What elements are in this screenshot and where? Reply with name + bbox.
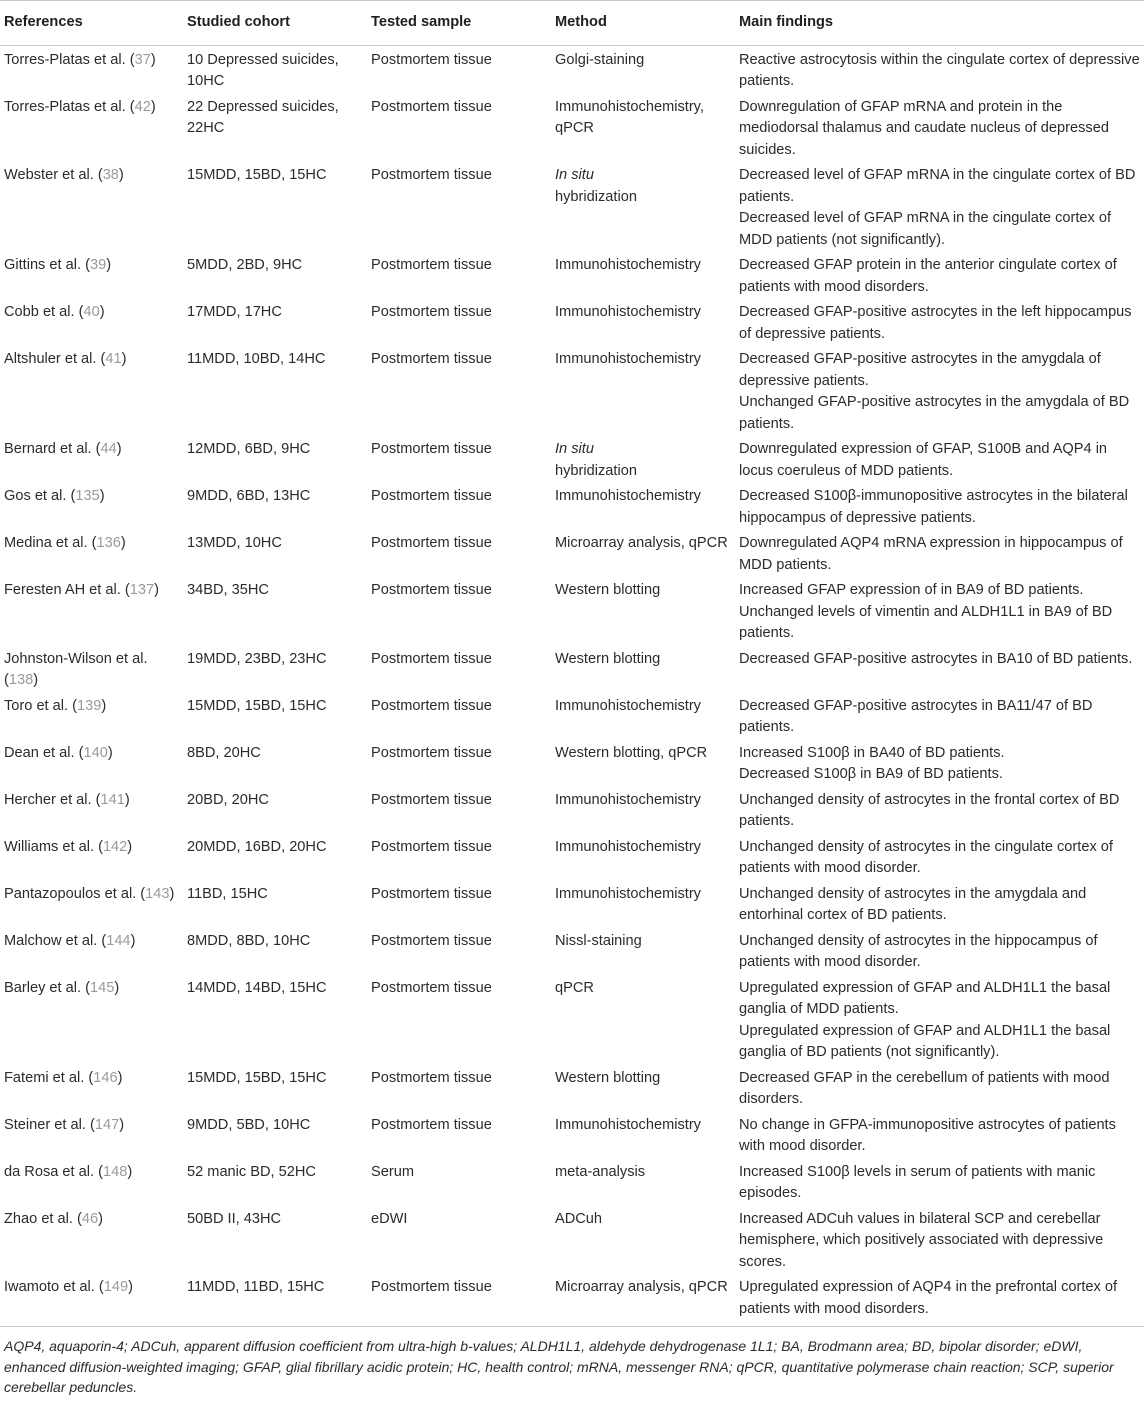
cell-tested-sample: Postmortem tissue [371,257,492,273]
cell-method: Immunohistochemistry, qPCR [555,98,704,136]
cell-main-findings [735,694,1144,741]
citation-link[interactable]: 143 [145,885,170,902]
cell-reference: Johnston-Wilson et al. (138) [4,650,148,688]
cell-studied-cohort: 9MDD, 5BD, 10HC [187,1116,311,1133]
header-studied-cohort: Studied cohort [183,1,367,46]
cell-reference: Fatemi et al. (146) [4,1069,123,1086]
cell-tested-sample: Postmortem tissue [371,351,492,367]
citation-link[interactable]: 148 [102,1163,128,1180]
cell-studied-cohort: 52 manic BD, 52HC [187,1163,316,1180]
table-row [0,1207,1144,1276]
method-italic-prefix: In situ [555,167,594,183]
cell-method: Immunohistochemistry [555,885,701,902]
finding-text: Decreased GFAP-positive astrocytes in BA11/47 of BD patients. [739,697,1093,735]
cell-tested-sample: Postmortem tissue [371,885,492,902]
cell-reference: Hercher et al. (141) [4,791,130,808]
reference-authors: Feresten AH et al. [4,582,121,598]
table-row [0,95,1144,164]
reference-authors: Zhao et al. [4,1210,73,1227]
citation-link[interactable]: 38 [102,167,119,183]
finding-text: Increased S100β in BA40 of BD patients. [739,744,1005,761]
cell-main-findings [735,882,1144,929]
table-header-row [0,1,1144,46]
cell-studied-cohort: 50BD II, 43HC [187,1210,282,1227]
table-footnote: AQP4, aquaporin-4; ADCuh, apparent diffusion coefficient from ultra-high b-values; ALDH1L1, aldehyde dehydrogenase 1L1; BA, Brodmann area; BD, bipolar disorder; eDWI, enhanced diffusion-weighted imaging; GFAP, glial fibrillary acidic protein; HC, health control; mRNA, messenger RNA; qPCR, quantitative polymerase chain reaction; SCP, superior cerebellar peduncles. [4,1338,1114,1395]
citation-link[interactable]: 42 [134,98,151,115]
cell-reference: Bernard et al. (44) [4,441,122,457]
cell-tested-sample: Postmortem tissue [371,744,492,761]
cell-tested-sample: Postmortem tissue [371,51,492,68]
table-row [0,741,1144,788]
citation-link[interactable]: 149 [103,1279,129,1295]
table-row [0,976,1144,1066]
reference-authors: Altshuler et al. [4,351,97,367]
reference-authors: Medina et al. [4,535,88,551]
cell-reference: Malchow et al. (144) [4,932,136,949]
cell-main-findings [735,1113,1144,1160]
cell-method: Microarray analysis, qPCR [551,1275,735,1327]
cell-tested-sample: Postmortem tissue [371,488,492,504]
table-row [0,300,1144,347]
cell-reference: Toro et al. (139) [4,697,107,714]
table-row [0,1275,1144,1327]
citation-link[interactable]: 39 [89,257,107,273]
cell-main-findings [735,647,1144,694]
cell-method: Nissl-staining [555,932,642,949]
reference-authors: Johnston-Wilson et al. [4,650,148,667]
cell-studied-cohort: 11MDD, 11BD, 15HC [183,1275,367,1327]
cell-main-findings [735,437,1144,484]
citation-link[interactable]: 139 [77,697,102,714]
cell-studied-cohort: 34BD, 35HC [187,582,269,598]
cell-reference: da Rosa et al. (148) [4,1163,133,1180]
cell-main-findings [735,976,1144,1066]
method-text: hybridization [555,188,637,205]
table-row [0,163,1144,253]
cell-main-findings [735,741,1144,788]
table-row [0,788,1144,835]
citation-link[interactable]: 147 [94,1116,120,1133]
header-tested-sample: Tested sample [367,1,551,46]
cell-method: meta-analysis [555,1163,646,1180]
cell-method: Immunohistochemistry [555,351,701,367]
table-row [0,647,1144,694]
cell-tested-sample: Postmortem tissue [371,650,492,667]
finding-text: Decreased S100β-immunopositive astrocytes in the bilateral hippocampus of depressive patients. [739,488,1128,526]
reference-authors: Fatemi et al. [4,1069,85,1086]
cell-studied-cohort: 15MDD, 15BD, 15HC [187,167,327,183]
citation-link[interactable]: 142 [102,838,128,855]
table-body [0,45,1144,1327]
cell-main-findings [735,788,1144,835]
finding-text: Decreased GFAP-positive astrocytes in the left hippocampus of depressive patients. [739,304,1132,342]
cell-method: Immunohistochemistry [555,838,701,855]
cell-tested-sample: Postmortem tissue [371,167,492,183]
reference-authors: Toro et al. [4,697,69,714]
cell-tested-sample: Postmortem tissue [371,98,492,115]
cell-reference: Dean et al. (140) [4,744,113,761]
cell-reference: Iwamoto et al. (149) [0,1275,183,1327]
cell-method: Immunohistochemistry [555,697,701,714]
cell-tested-sample: Postmortem tissue [371,932,492,949]
finding-text: Decreased GFAP in the cerebellum of patients with mood disorders. [739,1069,1110,1107]
reference-authors: Williams et al. [4,838,95,855]
reference-authors: Dean et al. [4,744,75,761]
finding-text: Downregulated expression of GFAP, S100B and AQP4 in locus coeruleus of MDD patients. [739,441,1108,479]
cell-main-findings [735,484,1144,531]
citation-link[interactable]: 41 [105,351,122,367]
cell-method: Western blotting, qPCR [555,744,708,761]
finding-text: Unchanged density of astrocytes in the cingulate cortex of patients with mood disorder. [739,838,1113,876]
table-row [0,437,1144,484]
cell-main-findings [735,1207,1144,1276]
table-row [0,694,1144,741]
table-row [0,578,1144,647]
reference-authors: Malchow et al. [4,932,98,949]
reference-authors: Gos et al. [4,488,67,504]
finding-text: Decreased level of GFAP mRNA in the cingulate cortex of MDD patients (not significantly). [739,210,1112,248]
cell-main-findings [735,347,1144,437]
citation-link[interactable]: 140 [83,744,108,761]
finding-text: Increased GFAP expression of in BA9 of BD patients. [739,582,1084,598]
table-row [0,253,1144,300]
cell-method: Immunohistochemistry [555,791,701,808]
cell-main-findings [735,929,1144,976]
citation-link[interactable]: 136 [96,535,121,551]
citation-link[interactable]: 40 [83,304,100,320]
cell-studied-cohort: 15MDD, 15BD, 15HC [187,1069,327,1086]
reference-authors: Barley et al. [4,979,82,996]
finding-text: Increased ADCuh values in bilateral SCP and cerebellar hemisphere, which positively associated with depressive scores. [739,1210,1104,1270]
cell-reference: Gittins et al. (39) [4,257,112,273]
cell-studied-cohort: 9MDD, 6BD, 13HC [187,488,311,504]
citation-link[interactable]: 37 [134,51,151,68]
cell-tested-sample: Postmortem tissue [371,582,492,598]
cell-main-findings [735,1066,1144,1113]
cell-main-findings [735,253,1144,300]
cell-reference: Cobb et al. (40) [4,304,105,320]
cell-tested-sample: Postmortem tissue [371,441,492,457]
finding-text: Unchanged GFAP-positive astrocytes in the amygdala of BD patients. [739,394,1130,432]
cell-method: Immunohistochemistry [555,1116,701,1133]
reference-authors: Iwamoto et al. [4,1279,95,1295]
cell-studied-cohort: 8BD, 20HC [187,744,261,761]
cell-method: Golgi-staining [555,51,645,68]
header-main-findings: Main findings [735,1,1144,46]
cell-method: Western blotting [555,1069,661,1086]
reference-authors: Webster et al. [4,167,94,183]
reference-authors: Bernard et al. [4,441,92,457]
citation-link[interactable]: 135 [75,488,100,504]
reference-authors: Hercher et al. [4,791,92,808]
table-row [0,484,1144,531]
cell-tested-sample: Postmortem tissue [371,1116,492,1133]
cell-tested-sample: Postmortem tissue [371,838,492,855]
cell-main-findings [735,45,1144,95]
finding-text: Reactive astrocytosis within the cingulate cortex of depressive patients. [739,51,1140,89]
table-row [0,1160,1144,1207]
table-row [0,1066,1144,1113]
cell-reference: Torres-Platas et al. (42) [4,98,156,115]
cell-main-findings [735,1275,1144,1327]
finding-text: Unchanged density of astrocytes in the frontal cortex of BD patients. [739,791,1120,829]
cell-method: qPCR [555,979,594,996]
finding-text: Upregulated expression of AQP4 in the prefrontal cortex of patients with mood disorders. [739,1279,1118,1317]
finding-text: Downregulation of GFAP mRNA and protein in the mediodorsal thalamus and caudate nucleus of depressed suicides. [739,98,1109,158]
cell-method: Western blotting [555,582,661,598]
table-row [0,531,1144,578]
finding-text: Unchanged density of astrocytes in the amygdala and entorhinal cortex of BD patients. [739,885,1087,923]
finding-text: Decreased GFAP-positive astrocytes in BA10 of BD patients. [739,650,1133,667]
cell-tested-sample: Postmortem tissue [367,1275,551,1327]
cell-main-findings [735,300,1144,347]
finding-text: Decreased level of GFAP mRNA in the cingulate cortex of BD patients. [739,167,1136,205]
cell-main-findings [735,531,1144,578]
cell-method: Microarray analysis, qPCR [555,535,728,551]
finding-text: Unchanged density of astrocytes in the hippocampus of patients with mood disorder. [739,932,1098,970]
cell-reference: Torres-Platas et al. (37) [4,51,156,68]
table-row [0,882,1144,929]
method-text: hybridization [555,462,637,479]
cell-main-findings [735,163,1144,253]
header-references: References [0,1,183,46]
cell-reference: Medina et al. (136) [4,535,126,551]
header-method: Method [551,1,735,46]
cell-method: Western blotting [555,650,661,667]
cell-method: Immunohistochemistry [555,304,701,320]
finding-text: Decreased S100β in BA9 of BD patients. [739,766,1003,782]
citation-link[interactable]: 145 [89,979,115,996]
citation-link[interactable]: 44 [100,441,117,457]
cell-tested-sample: eDWI [371,1210,408,1227]
finding-text: No change in GFPA-immunopositive astrocytes of patients with mood disorder. [739,1116,1116,1154]
table-row [0,45,1144,95]
cell-tested-sample: Postmortem tissue [371,535,492,551]
cell-reference: Feresten AH et al. (137) [4,582,159,598]
cell-studied-cohort: 19MDD, 23BD, 23HC [187,650,327,667]
citation-link[interactable]: 138 [8,672,34,688]
cell-method: ADCuh [555,1210,603,1227]
cell-tested-sample: Postmortem tissue [371,979,492,996]
cell-studied-cohort: 20BD, 20HC [187,791,269,808]
cell-tested-sample: Postmortem tissue [371,304,492,320]
finding-text: Downregulated AQP4 mRNA expression in hippocampus of MDD patients. [739,535,1123,573]
cell-studied-cohort: 8MDD, 8BD, 10HC [187,932,311,949]
cell-tested-sample: Postmortem tissue [371,1069,492,1086]
cell-studied-cohort: 5MDD, 2BD, 9HC [187,257,303,273]
reference-authors: Pantazopoulos et al. [4,885,137,902]
finding-text: Decreased GFAP-positive astrocytes in the amygdala of depressive patients. [739,351,1101,389]
table-row [0,929,1144,976]
cell-studied-cohort: 22 Depressed suicides, 22HC [187,98,339,136]
reference-authors: Torres-Platas et al. [4,98,126,115]
cell-studied-cohort: 11BD, 15HC [187,885,268,902]
cell-reference: Gos et al. (135) [4,488,105,504]
cell-method [551,163,735,253]
table-row [0,347,1144,437]
table-row [0,1113,1144,1160]
cell-main-findings [735,578,1144,647]
cell-reference: Altshuler et al. (41) [4,351,127,367]
citation-link[interactable]: 141 [100,791,125,808]
reference-authors: Torres-Platas et al. [4,51,126,68]
cell-studied-cohort: 10 Depressed suicides, 10HC [187,51,339,89]
finding-text: Upregulated expression of GFAP and ALDH1L1 the basal ganglia of BD patients (not significantly). [739,1022,1111,1060]
citation-link[interactable]: 137 [129,582,155,598]
cell-main-findings [735,1160,1144,1207]
cell-method: Immunohistochemistry [555,488,701,504]
cell-reference: Pantazopoulos et al. (143) [4,885,175,902]
cell-tested-sample: Serum [371,1163,414,1180]
cell-studied-cohort: 12MDD, 6BD, 9HC [187,441,311,457]
cell-studied-cohort: 20MDD, 16BD, 20HC [187,838,327,855]
cell-main-findings [735,835,1144,882]
reference-authors: Gittins et al. [4,257,82,273]
cell-reference: Barley et al. (145) [4,979,120,996]
cell-reference: Zhao et al. (46) [4,1210,103,1227]
citation-link[interactable]: 146 [93,1069,118,1086]
reference-authors: Steiner et al. [4,1116,86,1133]
cell-studied-cohort: 13MDD, 10HC [187,535,282,551]
citation-link[interactable]: 144 [106,932,131,949]
method-italic-prefix: In situ [555,441,594,457]
cell-main-findings [735,95,1144,164]
cell-tested-sample: Postmortem tissue [371,697,492,714]
finding-text: Upregulated expression of GFAP and ALDH1L1 the basal ganglia of MDD patients. [739,979,1111,1017]
cell-method: Immunohistochemistry [555,257,701,273]
cell-studied-cohort: 11MDD, 10BD, 14HC [187,351,326,367]
finding-text: Unchanged levels of vimentin and ALDH1L1 in BA9 of BD patients. [739,603,1113,641]
cell-reference: Steiner et al. (147) [4,1116,125,1133]
table-row [0,835,1144,882]
cell-tested-sample: Postmortem tissue [371,791,492,808]
finding-text: Increased S100β levels in serum of patients with manic episodes. [739,1163,1096,1201]
cell-studied-cohort: 14MDD, 14BD, 15HC [187,979,327,996]
cell-method [551,437,735,484]
cell-studied-cohort: 17MDD, 17HC [187,304,282,320]
cell-reference: Williams et al. (142) [4,838,133,855]
citation-link[interactable]: 46 [81,1210,99,1227]
cell-studied-cohort: 15MDD, 15BD, 15HC [187,697,327,714]
cell-reference: Webster et al. (38) [4,167,124,183]
reference-authors: da Rosa et al. [4,1163,95,1180]
finding-text: Decreased GFAP protein in the anterior cingulate cortex of patients with mood disorders. [739,257,1117,295]
reference-authors: Cobb et al. [4,304,75,320]
